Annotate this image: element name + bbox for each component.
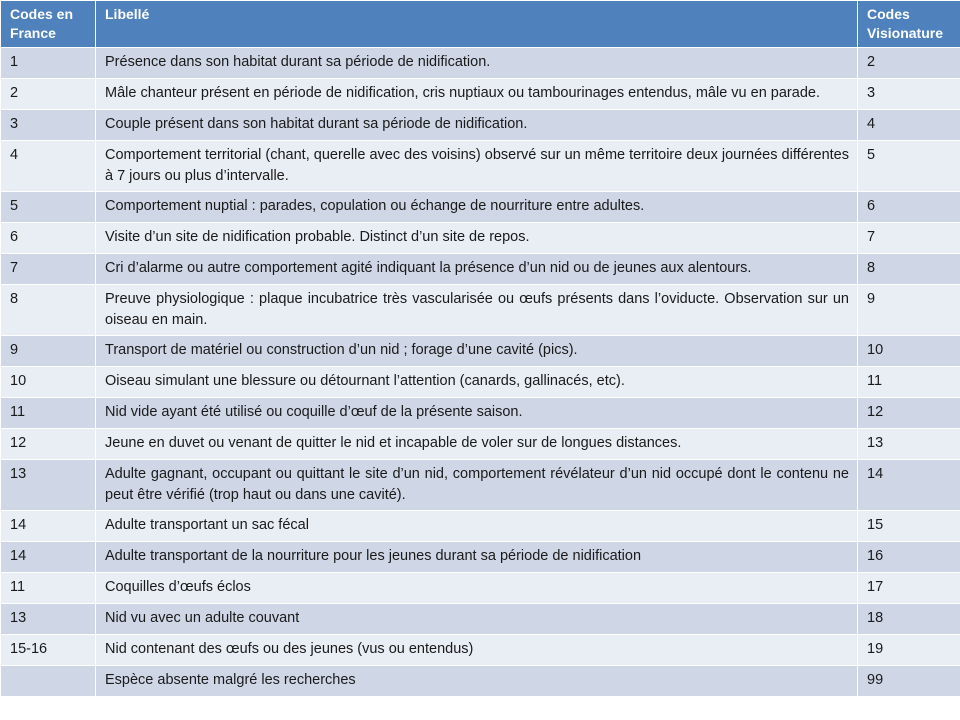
code-france-cell: 1	[1, 48, 96, 79]
table-row	[1, 192, 960, 223]
code-france-cell: 8	[1, 285, 96, 336]
code-visionature-cell: 4	[858, 110, 960, 141]
label-cell: Visite d’un site de nidification probable. Distinct d’un site de repos.	[96, 223, 858, 254]
label-cell: Adulte gagnant, occupant ou quittant le site d’un nid, comportement révélateur d’un nid occupé dont le contenu ne peut être vérifié (trop haut ou dans une cavité).	[96, 460, 858, 511]
label-cell: Mâle chanteur présent en période de nidification, cris nuptiaux ou tambourinages entendus, mâle vu en parade.	[96, 79, 858, 110]
code-visionature-cell: 5	[858, 141, 960, 192]
table-row	[1, 110, 960, 141]
table-row	[1, 573, 960, 604]
code-visionature-cell: 13	[858, 429, 960, 460]
table-row	[1, 666, 960, 697]
header-label: Libellé	[96, 1, 858, 48]
table-row	[1, 511, 960, 542]
label-cell: Cri d’alarme ou autre comportement agité indiquant la présence d’un nid ou de jeunes aux alentours.	[96, 254, 858, 285]
label-cell: Adulte transportant un sac fécal	[96, 511, 858, 542]
label-cell: Coquilles d’œufs éclos	[96, 573, 858, 604]
code-france-cell: 14	[1, 511, 96, 542]
code-visionature-cell: 6	[858, 192, 960, 223]
table-row	[1, 635, 960, 666]
code-visionature-cell: 9	[858, 285, 960, 336]
code-france-cell: 5	[1, 192, 96, 223]
table-row	[1, 460, 960, 511]
label-cell: Couple présent dans son habitat durant sa période de nidification.	[96, 110, 858, 141]
table-body	[1, 48, 960, 697]
code-visionature-cell: 12	[858, 398, 960, 429]
code-france-cell: 6	[1, 223, 96, 254]
table-row	[1, 79, 960, 110]
code-france-cell: 12	[1, 429, 96, 460]
label-cell: Nid contenant des œufs ou des jeunes (vus ou entendus)	[96, 635, 858, 666]
code-visionature-cell: 17	[858, 573, 960, 604]
table-row	[1, 223, 960, 254]
code-visionature-cell: 2	[858, 48, 960, 79]
code-visionature-cell: 18	[858, 604, 960, 635]
label-cell: Jeune en duvet ou venant de quitter le nid et incapable de voler sur de longues distances.	[96, 429, 858, 460]
code-france-cell: 14	[1, 542, 96, 573]
code-visionature-cell: 7	[858, 223, 960, 254]
label-cell: Oiseau simulant une blessure ou détournant l’attention (canards, gallinacés, etc).	[96, 367, 858, 398]
header-codes-france: Codes en France	[1, 1, 96, 48]
code-visionature-cell: 11	[858, 367, 960, 398]
header-codes-visionature: Codes Visionature	[858, 1, 960, 48]
code-visionature-cell: 3	[858, 79, 960, 110]
label-cell: Comportement nuptial : parades, copulation ou échange de nourriture entre adultes.	[96, 192, 858, 223]
code-france-cell: 11	[1, 398, 96, 429]
code-visionature-cell: 8	[858, 254, 960, 285]
label-cell: Présence dans son habitat durant sa période de nidification.	[96, 48, 858, 79]
code-france-cell: 2	[1, 79, 96, 110]
label-cell: Preuve physiologique : plaque incubatrice très vascularisée ou œufs présents dans l’oviducte. Observation sur un oiseau en main.	[96, 285, 858, 336]
code-visionature-cell: 14	[858, 460, 960, 511]
code-visionature-cell: 99	[858, 666, 960, 697]
label-cell: Adulte transportant de la nourriture pour les jeunes durant sa période de nidification	[96, 542, 858, 573]
table-row	[1, 398, 960, 429]
code-france-cell: 3	[1, 110, 96, 141]
header-row	[1, 1, 960, 48]
code-france-cell: 7	[1, 254, 96, 285]
code-france-cell: 9	[1, 336, 96, 367]
code-visionature-cell: 19	[858, 635, 960, 666]
code-france-cell: 4	[1, 141, 96, 192]
code-visionature-cell: 15	[858, 511, 960, 542]
table-row	[1, 336, 960, 367]
code-france-cell	[1, 666, 96, 697]
code-visionature-cell: 16	[858, 542, 960, 573]
code-france-cell: 11	[1, 573, 96, 604]
code-france-cell: 10	[1, 367, 96, 398]
table-row	[1, 48, 960, 79]
table-row	[1, 604, 960, 635]
label-cell: Nid vu avec un adulte couvant	[96, 604, 858, 635]
label-cell: Comportement territorial (chant, querelle avec des voisins) observé sur un même territoire deux journées différentes à 7 jours ou plus d’intervalle.	[96, 141, 858, 192]
code-france-cell: 13	[1, 604, 96, 635]
table-row	[1, 367, 960, 398]
code-france-cell: 13	[1, 460, 96, 511]
table-row	[1, 141, 960, 192]
label-cell: Nid vide ayant été utilisé ou coquille d’œuf de la présente saison.	[96, 398, 858, 429]
code-france-cell: 15-16	[1, 635, 96, 666]
table-row	[1, 254, 960, 285]
table-row	[1, 285, 960, 336]
label-cell: Transport de matériel ou construction d’un nid ; forage d’une cavité (pics).	[96, 336, 858, 367]
table-row	[1, 542, 960, 573]
code-visionature-cell: 10	[858, 336, 960, 367]
label-cell: Espèce absente malgré les recherches	[96, 666, 858, 697]
table-row	[1, 429, 960, 460]
